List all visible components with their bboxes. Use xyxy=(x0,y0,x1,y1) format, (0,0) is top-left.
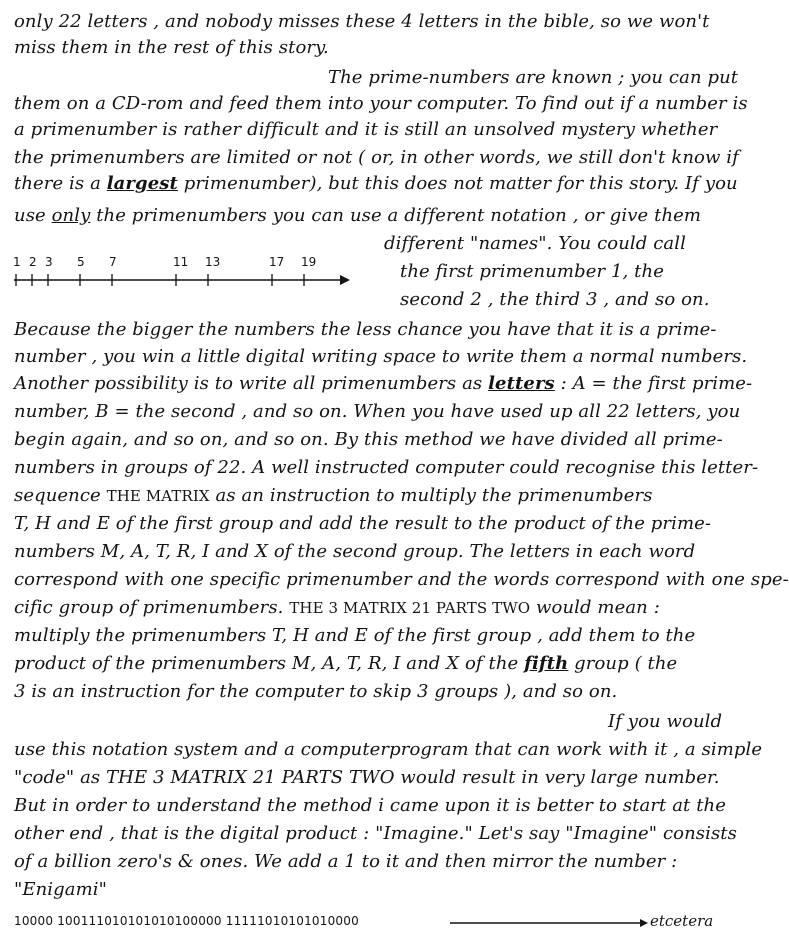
text-segment: use xyxy=(14,205,52,226)
text-line-3: The prime-numbers are known ; you can put xyxy=(328,67,739,88)
emphasis-only: only xyxy=(51,205,91,226)
number-line-diagram xyxy=(12,250,357,290)
binary-sequence: 10000 100111010101010100000 11111010101010000 xyxy=(14,914,359,928)
text-line-13: number , you win a little digital writing space to write them a normal numbers. xyxy=(14,346,748,367)
text-segment: product of the primenumbers M, A, T, R, I and X of the xyxy=(14,653,525,674)
text-line-16: begin again, and so on, and so on. By this method we have divided all prime- xyxy=(14,429,723,450)
text-segment: Another possibility is to write all primenumbers as xyxy=(14,373,489,394)
number-line-label: 2 xyxy=(29,255,37,269)
text-line-17: numbers in groups of 22. A well instructed computer could recognise this letter- xyxy=(14,457,759,478)
text-line-28: "code" as THE 3 MATRIX 21 PARTS TWO would result in very large number. xyxy=(14,767,720,788)
number-line-label: 3 xyxy=(45,255,53,269)
text-segment: the primenumbers you can use a different notation , or give them xyxy=(90,205,702,226)
text-line-22 xyxy=(14,596,660,620)
text-segment: primenumber), but this does not matter for this story. If you xyxy=(177,173,738,194)
number-line-arrowhead xyxy=(340,275,350,285)
text-line-21: correspond with one specific primenumber and the words correspond with one spe- xyxy=(14,569,789,590)
text-segment: as an instruction to multiply the primenumbers xyxy=(209,485,653,506)
text-line-4: them on a CD-rom and feed them into your computer. To find out if a number is xyxy=(14,93,748,114)
text-line-32: "Enigami" xyxy=(14,879,108,900)
text-segment: would mean : xyxy=(530,597,660,618)
text-line-7 xyxy=(14,172,738,196)
number-line-label: 7 xyxy=(109,255,117,269)
text-line-11: second 2 , the third 3 , and so on. xyxy=(400,289,710,310)
number-line-ticks xyxy=(13,255,316,286)
text-line-27: use this notation system and a computerprogram that can work with it , a simple xyxy=(14,739,763,760)
etcetera-label: etcetera xyxy=(650,912,714,930)
text-line-31: of a billion zero's & ones. We add a 1 to it and then mirror the number : xyxy=(14,851,678,872)
text-line-14 xyxy=(14,372,752,396)
emphasis-largest: largest xyxy=(106,173,178,194)
number-line-label: 19 xyxy=(301,255,317,269)
emphasis-letters: letters xyxy=(488,373,555,394)
text-line-23: multiply the primenumbers T, H and E of the first group , add them to the xyxy=(14,625,696,646)
emphasis-fifth: fifth xyxy=(524,653,569,674)
text-line-12: Because the bigger the numbers the less chance you have that it is a prime- xyxy=(14,319,717,340)
text-line-30: other end , that is the digital product : "Imagine." Let's say "Imagine" consists xyxy=(14,823,737,844)
text-segment: there is a xyxy=(14,173,107,194)
text-line-26: If you would xyxy=(608,711,723,732)
text-line-2: miss them in the rest of this story. xyxy=(14,37,329,58)
text-line-8 xyxy=(14,204,701,228)
text-line-10: the first primenumber 1, the xyxy=(400,261,664,282)
text-line-29: But in order to understand the method i came upon it is better to start at the xyxy=(14,795,726,816)
binary-arrow xyxy=(450,917,650,929)
text-segment: group ( the xyxy=(568,653,678,674)
number-line-label: 5 xyxy=(77,255,85,269)
text-line-25: 3 is an instruction for the computer to skip 3 groups ), and so on. xyxy=(14,681,618,702)
number-line-label: 13 xyxy=(205,255,221,269)
text-line-15: number, B = the second , and so on. When you have used up all 22 letters, you xyxy=(14,401,741,422)
number-line-label: 17 xyxy=(269,255,285,269)
text-line-9: different "names". You could call xyxy=(384,233,686,254)
code-the-matrix: THE MATRIX xyxy=(106,487,210,505)
text-line-6: the primenumbers are limited or not ( or, in other words, we still don't know if xyxy=(14,147,739,168)
text-segment: : A = the first prime- xyxy=(554,373,753,394)
number-line-label: 11 xyxy=(173,255,189,269)
text-line-24 xyxy=(14,652,677,676)
code-the-3-matrix: THE 3 MATRIX 21 PARTS TWO xyxy=(289,599,531,617)
text-line-20: numbers M, A, T, R, I and X of the second group. The letters in each word xyxy=(14,541,696,562)
text-line-19: T, H and E of the first group and add the result to the product of the prime- xyxy=(14,513,712,534)
text-line-5: a primenumber is rather difficult and it is still an unsolved mystery whether xyxy=(14,119,718,140)
text-line-1: only 22 letters , and nobody misses these 4 letters in the bible, so we won't xyxy=(14,11,710,32)
text-segment: sequence xyxy=(14,485,107,506)
text-line-18 xyxy=(14,484,653,508)
number-line-label: 1 xyxy=(13,255,21,269)
text-segment: cific group of primenumbers. xyxy=(14,597,290,618)
